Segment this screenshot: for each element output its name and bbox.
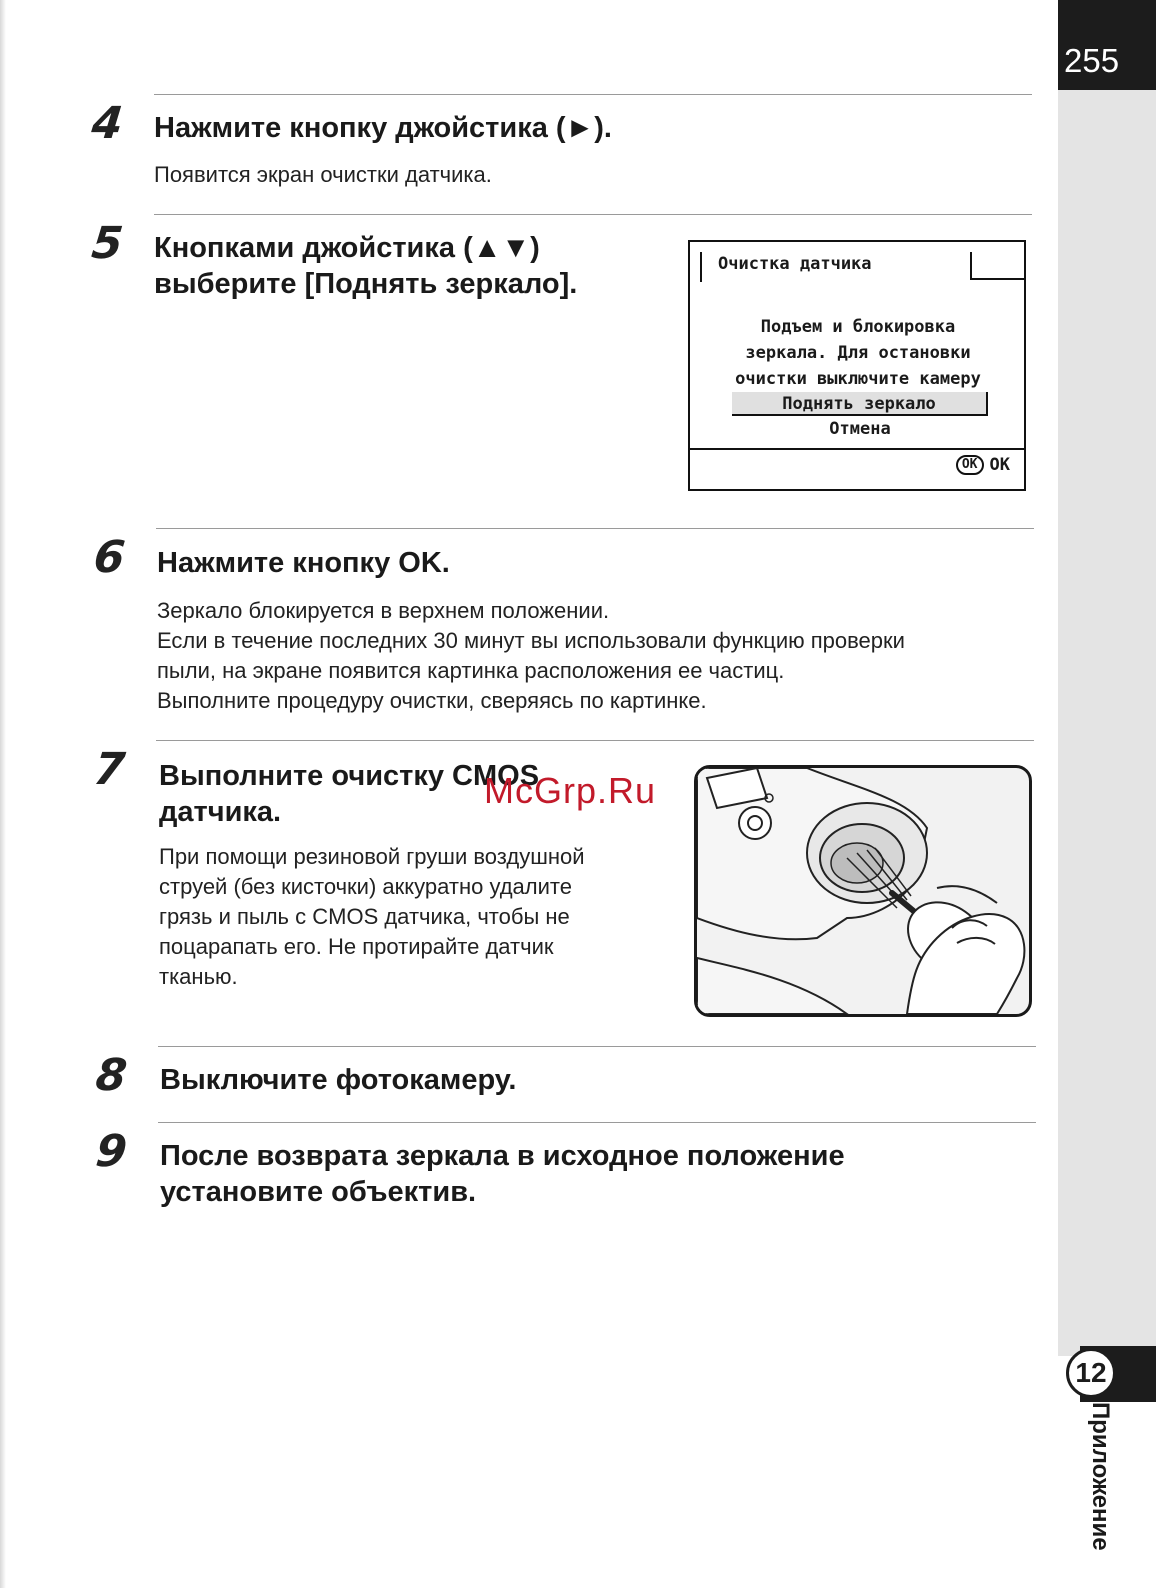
divider: [158, 1122, 1036, 1123]
step-text-line: Зеркало блокируется в верхнем положении.: [157, 598, 610, 623]
lcd-message-line: зеркала. Для остановки: [745, 343, 971, 363]
step-title: [160, 1138, 845, 1210]
step-title: Выключите фотокамеру.: [160, 1064, 517, 1096]
lcd-title-frame-edge: [970, 252, 972, 280]
step-title-line: выберите [Поднять зеркало].: [154, 268, 578, 300]
lcd-option-mirror-up[interactable]: Поднять зеркало: [732, 392, 988, 416]
divider: [156, 740, 1034, 741]
lcd-message: [700, 314, 1016, 392]
cleaning-illustration: [694, 765, 1032, 1017]
step-text-line: Если в течение последних 30 минут вы использовали функцию проверки: [157, 628, 905, 653]
camera-blower-drawing: [697, 768, 1029, 1014]
chapter-number[interactable]: 12: [1066, 1348, 1116, 1398]
step-number: 5: [89, 218, 126, 269]
step-text: [157, 596, 905, 716]
lcd-screen: [688, 240, 1026, 491]
step-number: 9: [93, 1126, 130, 1177]
step-text-line: струей (без кисточки) аккуратно удалите: [159, 874, 572, 899]
page-number: 255: [1064, 42, 1120, 79]
lcd-separator: [690, 448, 1024, 450]
lcd-message-line: Подъем и блокировка: [760, 317, 956, 337]
watermark: McGrp.Ru: [484, 770, 657, 811]
scan-edge: [0, 0, 6, 1588]
lcd-title-frame-under: [970, 278, 1026, 280]
divider: [158, 1046, 1036, 1047]
step-title-line: После возврата зеркала в исходное положение: [160, 1140, 845, 1172]
step-text-line: тканью.: [159, 964, 238, 989]
step-number: 7: [91, 744, 128, 795]
divider: [154, 94, 1032, 95]
step-number: 8: [93, 1050, 130, 1101]
step-text-line: Выполните процедуру очистки, сверяясь по картинке.: [157, 688, 707, 713]
step-title-line: датчика.: [159, 796, 282, 828]
step-number: 4: [89, 98, 126, 149]
step-title: Нажмите кнопку OK.: [157, 547, 450, 579]
step-text-line: поцарапать его. Не протирайте датчик: [159, 934, 554, 959]
lcd-ok-hint: [956, 455, 1010, 475]
lcd-option-cancel[interactable]: Отмена: [829, 419, 891, 439]
step-text-line: пыли, на экране появится картинка расположения ее частиц.: [157, 658, 785, 683]
step-title-line: Кнопками джойстика (▲▼): [154, 232, 540, 264]
step-text: Появится экран очистки датчика.: [154, 162, 492, 187]
step-text-line: грязь и пыль с CMOS датчика, чтобы не: [159, 904, 570, 929]
divider: [154, 214, 1032, 215]
step-text: [159, 842, 585, 992]
divider: [156, 528, 1034, 529]
lcd-ok-label: OK: [989, 455, 1010, 475]
step-text-line: При помощи резиновой груши воздушной: [159, 844, 585, 869]
lcd-title: Очистка датчика: [718, 254, 872, 274]
step-title: [159, 758, 539, 830]
step-title-line: Выполните очистку CMOS: [159, 760, 540, 792]
lcd-message-line: очистки выключите камеру: [735, 369, 981, 389]
ok-button-icon: OK: [956, 455, 984, 475]
chapter-label[interactable]: Приложение: [1087, 1402, 1114, 1551]
step-title: Нажмите кнопку джойстика (►).: [154, 112, 612, 144]
chapter-strip: [1058, 90, 1156, 1356]
step-title-line: установите объектив.: [160, 1176, 477, 1208]
step-number: 6: [91, 532, 128, 583]
step-title: [154, 230, 577, 302]
